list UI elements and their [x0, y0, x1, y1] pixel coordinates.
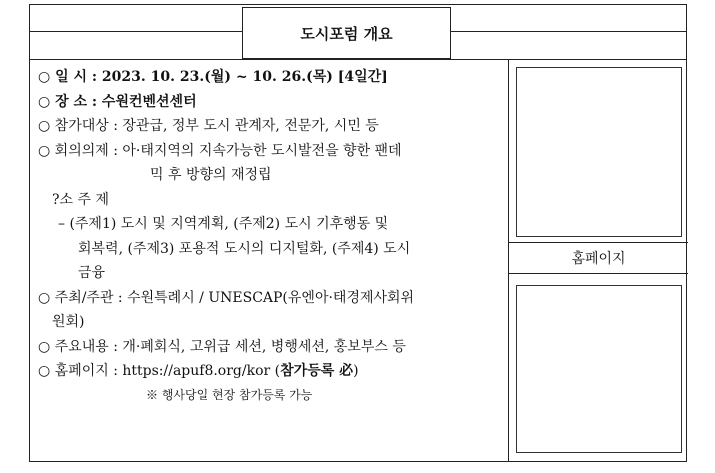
overview-details	[38, 65, 508, 406]
overview-title: 도시포럼 개요	[242, 7, 451, 59]
agenda-line: ○ 회의의제 : 아·태지역의 지속가능한 도시발전을 향한 팬데	[38, 142, 402, 159]
registration-required: 참가등록 必	[280, 363, 354, 379]
venue-line: ○ 장 소 : 수원컨벤션센터	[38, 93, 197, 110]
homepage-close: )	[353, 363, 359, 379]
contents-line: ○ 주요내용 : 개·폐회식, 고위급 세션, 병행세션, 홍보부스 등	[38, 338, 406, 355]
homepage-line	[38, 359, 508, 384]
host-line: ○ 주최/주관 : 수원특례시 / UNESCAP(유엔아·태경제사회위	[38, 289, 415, 306]
sidebar-panel	[508, 59, 688, 462]
participants-line: ○ 참가대상 : 장관급, 정부 도시 관계자, 전문가, 시민 등	[38, 118, 379, 134]
image-placeholder-top	[516, 67, 682, 237]
agenda-line-cont: 믹 후 방향의 재정립	[150, 167, 272, 183]
homepage-text: ○ 홈페이지 : https://apuf8.org/kor (	[38, 363, 281, 379]
subtopics-line-1: – (주제1) 도시 및 지역계획, (주제2) 도시 기후행동 및	[58, 216, 389, 232]
date-line: ○ 일 시 : 2023. 10. 23.(월) ~ 10. 26.(목) [4일간]	[38, 69, 388, 85]
onsite-registration-note: ※ 행사당일 현장 참가등록 가능	[146, 387, 313, 402]
overview-frame	[29, 4, 687, 462]
homepage-label: 홈페이지	[509, 242, 688, 274]
image-placeholder-bottom	[516, 285, 682, 453]
subtopics-line-2: 회복력, (주제3) 포용적 도시의 디지털화, (주제4) 도시	[78, 240, 411, 257]
subtopics-line-3: 금융	[78, 265, 106, 281]
host-line-cont: 원회)	[52, 314, 85, 330]
subtopics-heading: ?소 주 제	[52, 191, 109, 208]
